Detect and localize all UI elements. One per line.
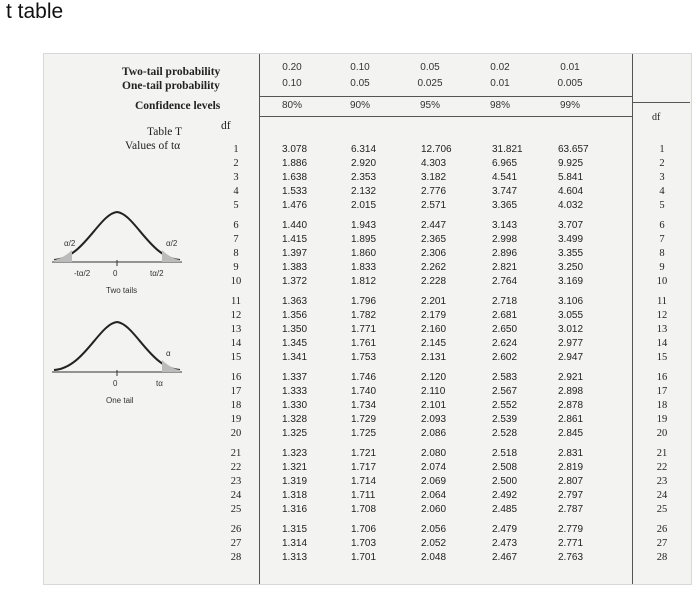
table-cell: 2.787: [558, 504, 584, 515]
row-df-right: 10: [656, 276, 668, 287]
table-cell: 1.415: [282, 234, 308, 245]
table-cell: 1.711: [351, 490, 376, 501]
column-header-two: 0.02: [490, 62, 510, 73]
row-df-right: 24: [656, 490, 668, 501]
row-df-right: 21: [656, 448, 668, 459]
table-cell: 3.707: [558, 220, 584, 231]
table-cell: 1.771: [351, 324, 377, 335]
table-cell: 1.895: [351, 234, 377, 245]
table-cell: 3.078: [282, 144, 308, 155]
column-header-one: 0.025: [417, 78, 443, 89]
row-df: 19: [230, 414, 242, 425]
table-cell: 6.314: [351, 144, 377, 155]
table-cell: 2.353: [351, 172, 377, 183]
row-df-right: 11: [656, 296, 668, 307]
table-cell: 2.086: [421, 428, 447, 439]
table-cell: 1.440: [282, 220, 308, 231]
table-cell: 12.706: [421, 144, 452, 155]
neg-t-label: -tα/2: [74, 269, 91, 278]
table-cell: 2.807: [558, 476, 584, 487]
row-df-right: 19: [656, 414, 668, 425]
row-df-right: 12: [656, 310, 668, 321]
table-cell: 1.319: [282, 476, 308, 487]
table-cell: 1.833: [351, 262, 377, 273]
zero-label-two: 0: [113, 269, 118, 278]
table-cell: 2.583: [492, 372, 518, 383]
table-cell: 2.120: [421, 372, 447, 383]
table-cell: 2.779: [558, 524, 584, 535]
table-t-label: Table T: [147, 126, 183, 138]
table-cell: 4.541: [492, 172, 518, 183]
table-cell: 2.492: [492, 490, 518, 501]
table-cell: 1.706: [351, 524, 377, 535]
table-cell: 1.350: [282, 324, 308, 335]
table-cell: 2.015: [351, 200, 377, 211]
table-cell: 1.753: [351, 352, 377, 363]
table-cell: 1.314: [282, 538, 308, 549]
table-cell: 1.533: [282, 186, 308, 197]
pos-t-label: tα/2: [150, 269, 164, 278]
row-df: 9: [233, 262, 239, 273]
table-cell: 1.328: [282, 414, 308, 425]
row-df: 4: [233, 186, 239, 197]
row-df-right: 23: [656, 476, 668, 487]
distribution-figures: [44, 194, 224, 434]
row-df: 18: [230, 400, 242, 411]
row-df: 26: [230, 524, 242, 535]
table-cell: 3.355: [558, 248, 584, 259]
table-cell: 1.812: [351, 276, 377, 287]
table-cell: 1.860: [351, 248, 377, 259]
two-tail-label: Two-tail probability: [122, 66, 221, 78]
table-cell: 1.725: [351, 428, 377, 439]
table-cell: 2.110: [421, 386, 446, 397]
one-tail-figure: [52, 322, 182, 376]
table-cell: 1.313: [282, 552, 308, 563]
table-cell: 1.476: [282, 200, 308, 211]
row-df: 6: [233, 220, 239, 231]
one-tail-area-label: α: [166, 349, 171, 358]
table-cell: 2.819: [558, 462, 584, 473]
table-cell: 2.365: [421, 234, 447, 245]
row-df: 15: [230, 352, 242, 363]
row-df-right: 1: [659, 144, 665, 155]
right-df-label: df: [652, 112, 661, 123]
row-df: 7: [233, 234, 239, 245]
table-cell: 2.571: [421, 200, 447, 211]
table-cell: 2.878: [558, 400, 584, 411]
two-tail-left-area-label: α/2: [64, 239, 76, 248]
table-cell: 2.145: [421, 338, 447, 349]
table-cell: 63.657: [558, 144, 589, 155]
table-cell: 2.306: [421, 248, 447, 259]
column-header-conf: 98%: [489, 100, 510, 111]
table-cell: 2.797: [558, 490, 584, 501]
table-cell: 1.761: [351, 338, 377, 349]
values-of-label: Values of tα: [125, 140, 181, 152]
table-cell: 3.182: [421, 172, 447, 183]
table-cell: 4.032: [558, 200, 584, 211]
table-cell: 1.729: [351, 414, 377, 425]
table-cell: 1.717: [351, 462, 377, 473]
table-cell: 2.821: [492, 262, 518, 273]
row-df-right: 20: [656, 428, 668, 439]
table-cell: 2.467: [492, 552, 518, 563]
one-tail-label: One-tail probability: [122, 80, 220, 92]
table-cell: 3.747: [492, 186, 518, 197]
t-table-sheet: [43, 53, 692, 585]
table-cell: 2.447: [421, 220, 447, 231]
table-cell: 3.169: [558, 276, 584, 287]
table-cell: 2.624: [492, 338, 518, 349]
row-df: 24: [230, 490, 242, 501]
table-cell: 9.925: [558, 158, 584, 169]
table-cell: 1.638: [282, 172, 308, 183]
table-cell: 3.250: [558, 262, 584, 273]
table-cell: 1.337: [282, 372, 308, 383]
table-cell: 2.681: [492, 310, 518, 321]
table-cell: 2.056: [421, 524, 447, 535]
table-cell: 6.965: [492, 158, 518, 169]
row-df: 11: [230, 296, 242, 307]
table-cell: 2.764: [492, 276, 518, 287]
table-cell: 2.998: [492, 234, 518, 245]
column-header-one: 0.01: [490, 78, 510, 89]
table-cell: 2.228: [421, 276, 447, 287]
table-cell: 3.499: [558, 234, 584, 245]
table-cell: 1.363: [282, 296, 308, 307]
table-cell: 1.708: [351, 504, 377, 515]
table-cell: 2.179: [421, 310, 447, 321]
row-df-right: 3: [659, 172, 665, 183]
table-cell: 3.365: [492, 200, 518, 211]
page-title: t table: [6, 0, 64, 23]
table-cell: 1.321: [282, 462, 308, 473]
table-cell: 2.763: [558, 552, 584, 563]
table-cell: 2.052: [421, 538, 447, 549]
row-df: 13: [230, 324, 242, 335]
table-cell: 1.383: [282, 262, 308, 273]
row-df-right: 22: [656, 462, 668, 473]
table-cell: 1.316: [282, 504, 308, 515]
table-cell: 2.567: [492, 386, 518, 397]
column-header-one: 0.05: [350, 78, 370, 89]
table-cell: 3.143: [492, 220, 518, 231]
row-df-right: 17: [656, 386, 668, 397]
row-df-right: 15: [656, 352, 668, 363]
table-cell: 4.604: [558, 186, 584, 197]
column-header-conf: 80%: [281, 100, 302, 111]
table-cell: 2.861: [558, 414, 584, 425]
table-cell: 1.782: [351, 310, 377, 321]
table-cell: 2.920: [351, 158, 377, 169]
table-cell: 1.318: [282, 490, 308, 501]
table-cell: 1.341: [282, 352, 308, 363]
table-cell: 2.771: [558, 538, 584, 549]
table-cell: 2.069: [421, 476, 447, 487]
row-df-right: 5: [659, 200, 665, 211]
row-df-right: 18: [656, 400, 668, 411]
table-cell: 2.528: [492, 428, 518, 439]
column-header-conf: 95%: [419, 100, 440, 111]
column-header-two: 0.10: [350, 62, 370, 73]
row-df-right: 28: [656, 552, 668, 563]
table-cell: 2.831: [558, 448, 584, 459]
row-df-right: 16: [656, 372, 668, 383]
table-cell: 4.303: [421, 158, 447, 169]
row-df: 16: [230, 372, 242, 383]
table-cell: 1.703: [351, 538, 377, 549]
row-df: 1: [233, 144, 239, 155]
row-df-right: 2: [659, 158, 665, 169]
row-df: 5: [233, 200, 239, 211]
row-df: 25: [230, 504, 242, 515]
table-cell: 2.201: [421, 296, 447, 307]
one-tail-caption: One tail: [106, 396, 134, 405]
column-header-two: 0.01: [560, 62, 580, 73]
row-df-right: 26: [656, 524, 668, 535]
row-df-right: 14: [656, 338, 668, 349]
table-cell: 3.012: [558, 324, 584, 335]
column-header-one: 0.005: [557, 78, 583, 89]
table-cell: 1.333: [282, 386, 308, 397]
table-cell: 2.776: [421, 186, 447, 197]
table-cell: 2.718: [492, 296, 518, 307]
column-header-conf: 99%: [559, 100, 580, 111]
table-cell: 2.508: [492, 462, 518, 473]
table-cell: 2.048: [421, 552, 447, 563]
table-cell: 2.080: [421, 448, 447, 459]
table-cell: 1.345: [282, 338, 308, 349]
table-cell: 31.821: [492, 144, 523, 155]
table-cell: 1.886: [282, 158, 308, 169]
table-cell: 2.602: [492, 352, 518, 363]
table-cell: 5.841: [558, 172, 584, 183]
table-cell: 2.552: [492, 400, 518, 411]
t-alpha-label: tα: [156, 379, 163, 388]
table-cell: 1.325: [282, 428, 308, 439]
table-cell: 1.315: [282, 524, 308, 535]
row-df: 10: [230, 276, 242, 287]
table-cell: 1.323: [282, 448, 308, 459]
table-cell: 2.650: [492, 324, 518, 335]
table-cell: 2.518: [492, 448, 518, 459]
table-cell: 1.734: [351, 400, 377, 411]
df-label: df: [221, 120, 231, 132]
row-df: 20: [230, 428, 242, 439]
table-cell: 2.060: [421, 504, 447, 515]
table-cell: 1.372: [282, 276, 308, 287]
table-cell: 2.479: [492, 524, 518, 535]
row-df: 21: [230, 448, 242, 459]
row-df: 8: [233, 248, 239, 259]
table-cell: 2.093: [421, 414, 447, 425]
table-cell: 2.896: [492, 248, 518, 259]
table-cell: 2.131: [421, 352, 447, 363]
row-df: 28: [230, 552, 242, 563]
row-df: 14: [230, 338, 242, 349]
table-cell: 1.330: [282, 400, 308, 411]
table-cell: 2.921: [558, 372, 584, 383]
table-cell: 1.721: [351, 448, 377, 459]
table-cell: 1.796: [351, 296, 377, 307]
table-cell: 2.485: [492, 504, 518, 515]
row-df-right: 27: [656, 538, 668, 549]
table-cell: 1.356: [282, 310, 308, 321]
table-cell: 2.064: [421, 490, 447, 501]
zero-label-one: 0: [113, 379, 118, 388]
row-df: 2: [233, 158, 239, 169]
confidence-label: Confidence levels: [135, 100, 221, 112]
row-df-right: 6: [659, 220, 665, 231]
column-header-two: 0.05: [420, 62, 440, 73]
row-df-right: 13: [656, 324, 668, 335]
column-header-one: 0.10: [282, 78, 302, 89]
table-cell: 2.845: [558, 428, 584, 439]
table-cell: 1.701: [351, 552, 377, 563]
table-cell: 2.473: [492, 538, 518, 549]
row-df-right: 8: [659, 248, 665, 259]
row-df: 3: [233, 172, 239, 183]
row-df-right: 4: [659, 186, 665, 197]
row-df-right: 7: [659, 234, 665, 245]
column-header-conf: 90%: [349, 100, 370, 111]
two-tail-right-area-label: α/2: [166, 239, 178, 248]
table-cell: 2.132: [351, 186, 377, 197]
table-cell: 1.740: [351, 386, 377, 397]
row-df: 22: [230, 462, 242, 473]
table-cell: 3.106: [558, 296, 584, 307]
table-cell: 1.397: [282, 248, 308, 259]
row-df: 12: [230, 310, 242, 321]
column-header-two: 0.20: [282, 62, 302, 73]
table-cell: 2.074: [421, 462, 447, 473]
table-cell: 2.160: [421, 324, 447, 335]
table-cell: 2.101: [421, 400, 447, 411]
table-cell: 2.539: [492, 414, 518, 425]
row-df-right: 25: [656, 504, 668, 515]
row-df: 23: [230, 476, 242, 487]
table-cell: 1.714: [351, 476, 377, 487]
table-cell: 2.898: [558, 386, 584, 397]
row-df: 17: [230, 386, 242, 397]
two-tails-caption: Two tails: [106, 286, 138, 295]
table-cell: 1.746: [351, 372, 377, 383]
table-cell: 2.947: [558, 352, 584, 363]
table-cell: 2.500: [492, 476, 518, 487]
table-cell: 3.055: [558, 310, 584, 321]
table-cell: 1.943: [351, 220, 377, 231]
row-df: 27: [230, 538, 242, 549]
table-cell: 2.262: [421, 262, 447, 273]
row-df-right: 9: [659, 262, 665, 273]
table-cell: 2.977: [558, 338, 584, 349]
